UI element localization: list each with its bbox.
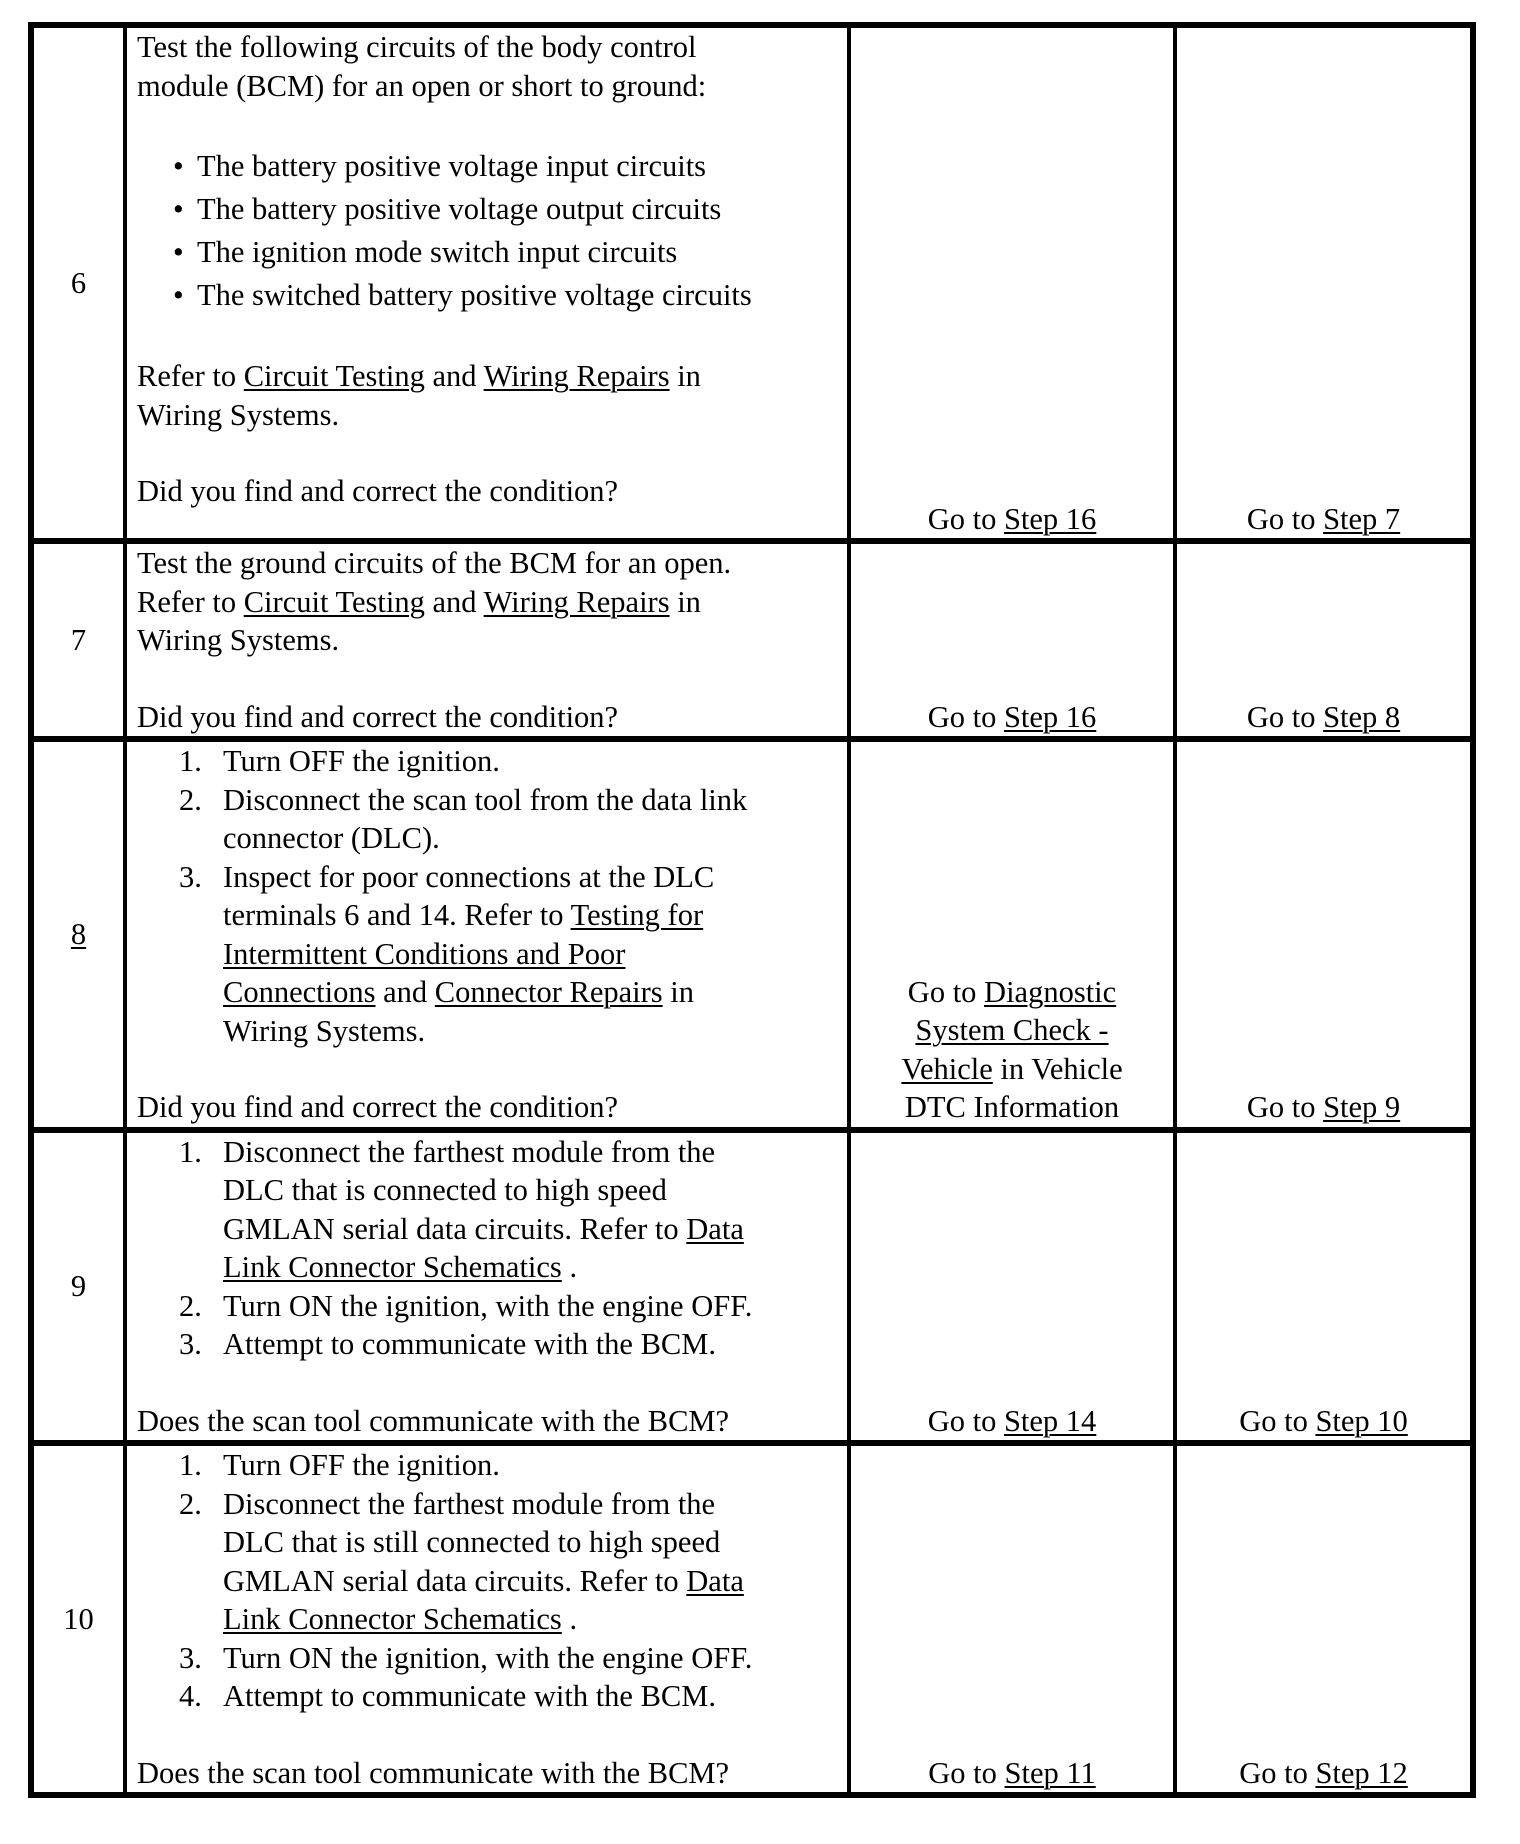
link-dlc-schematics[interactable]: Link Connector Schematics (223, 1250, 562, 1284)
diagnostic-table (28, 22, 1476, 1798)
yes-cell: Go to Step 16 (849, 25, 1175, 541)
yes-cell: Go to Step 11 (849, 1443, 1175, 1795)
link-step-16[interactable]: Step 16 (1003, 501, 1097, 536)
list-item: 2. Turn ON the ignition, with the engine OFF. (179, 1288, 753, 1323)
link-diagnostic-system-check[interactable]: Vehicle (901, 1051, 993, 1086)
link-wiring-repairs[interactable]: Wiring Repairs (483, 584, 670, 619)
no-cell: Go to Step 8 (1175, 541, 1473, 739)
procedure-list (137, 1446, 837, 1716)
table-row-step-7 (31, 541, 1473, 739)
step-number-text: 9 (70, 1269, 87, 1303)
list-item: 1. Disconnect the farthest module from the DLC that is connected to high speed GMLAN serial data circuits. Refer to Data Link Connector Schematics . (179, 1134, 744, 1284)
procedure-list (137, 742, 837, 1050)
action-cell (125, 739, 849, 1130)
link-testing-intermittent[interactable]: Testing for (570, 898, 704, 932)
question-text: Did you find and correct the condition? (137, 474, 619, 508)
list-item: • The switched battery positive voltage circuits (173, 274, 837, 317)
refer-line: Refer to Circuit Testing and Wiring Repairs in (137, 359, 701, 393)
table-row-step-9 (31, 1130, 1473, 1444)
link-step-11[interactable]: Step 11 (1004, 1755, 1096, 1790)
question-text: Did you find and correct the condition? (137, 699, 619, 734)
question-text: Does the scan tool communicate with the BCM? (137, 1755, 730, 1790)
link-connector-repairs[interactable]: Connector Repairs (434, 975, 663, 1009)
bullet-icon: • (173, 149, 184, 183)
list-item: 3. Attempt to communicate with the BCM. (179, 1327, 717, 1361)
link-wiring-repairs[interactable]: Wiring Repairs (483, 359, 670, 393)
link-step-16[interactable]: Step 16 (1003, 699, 1097, 734)
action-cell (125, 1130, 849, 1444)
step-number (31, 541, 125, 739)
step-number (31, 1130, 125, 1444)
list-item: 4. Attempt to communicate with the BCM. (179, 1679, 717, 1713)
step-number (31, 1443, 125, 1795)
yes-cell: Go to Step 16 (849, 541, 1175, 739)
list-item: • The battery positive voltage output circuits (173, 188, 837, 231)
list-item: 2. Disconnect the scan tool from the data link connector (DLC). (179, 782, 748, 855)
step-number-text: 10 (63, 1601, 94, 1636)
bullet-icon: • (173, 235, 184, 269)
link-step-12[interactable]: Step 12 (1315, 1755, 1408, 1790)
yes-cell: Go to Diagnostic System Check - Vehicle in Vehicle DTC Information (849, 739, 1175, 1130)
link-diagnostic-system-check[interactable]: System Check - (915, 1013, 1109, 1047)
refer-line-2: Wiring Systems. (137, 623, 340, 657)
list-item: • The battery positive voltage input circuits (173, 145, 837, 188)
step-number (31, 739, 125, 1130)
link-dlc-schematics[interactable]: Data (686, 1563, 744, 1598)
action-cell (125, 541, 849, 739)
question-text: Did you find and correct the condition? (137, 1090, 619, 1124)
no-cell: Go to Step 7 (1175, 25, 1473, 541)
step-number-link[interactable]: 8 (70, 917, 87, 951)
action-line: Test the ground circuits of the BCM for an open. (137, 546, 732, 580)
refer-line: Refer to Circuit Testing and Wiring Repairs in (137, 584, 701, 619)
link-dlc-schematics[interactable]: Link Connector Schematics (223, 1602, 562, 1636)
refer-line-2: Wiring Systems. (137, 397, 340, 432)
list-item: 1. Turn OFF the ignition. (179, 744, 500, 778)
link-step-8[interactable]: Step 8 (1323, 699, 1401, 734)
no-cell: Go to Step 10 (1175, 1130, 1473, 1444)
link-diagnostic-system-check[interactable]: Diagnostic (984, 974, 1117, 1009)
list-item: 1. Turn OFF the ignition. (179, 1448, 500, 1482)
action-cell (125, 1443, 849, 1795)
table-row-step-10 (31, 1443, 1473, 1795)
list-item: • The ignition mode switch input circuits (173, 231, 837, 274)
bullet-icon: • (173, 192, 184, 226)
bullet-icon: • (173, 278, 184, 312)
circuit-list (137, 145, 837, 317)
no-cell: Go to Step 9 (1175, 739, 1473, 1130)
link-testing-intermittent[interactable]: Connections (223, 975, 376, 1009)
step-number-text: 7 (70, 622, 87, 657)
link-step-14[interactable]: Step 14 (1003, 1403, 1097, 1438)
action-intro-line: Test the following circuits of the body control (137, 30, 697, 64)
action-intro-line: module (BCM) for an open or short to ground: (137, 68, 707, 103)
link-circuit-testing[interactable]: Circuit Testing (243, 584, 425, 619)
no-cell: Go to Step 12 (1175, 1443, 1473, 1795)
link-dlc-schematics[interactable]: Data (686, 1211, 744, 1246)
yes-cell: Go to Step 14 (849, 1130, 1175, 1444)
link-step-7[interactable]: Step 7 (1323, 501, 1401, 536)
link-circuit-testing[interactable]: Circuit Testing (243, 359, 425, 393)
table-row-step-6 (31, 25, 1473, 541)
question-text: Does the scan tool communicate with the BCM? (137, 1403, 730, 1438)
action-cell (125, 25, 849, 541)
link-testing-intermittent[interactable]: Intermittent Conditions and Poor (223, 936, 626, 971)
table-row-step-8 (31, 739, 1473, 1130)
procedure-list (137, 1133, 837, 1364)
list-item: 2. Disconnect the farthest module from the DLC that is still connected to high speed GMLAN serial data circuits. Refer to Data Link Connector Schematics . (179, 1486, 744, 1636)
link-step-9[interactable]: Step 9 (1323, 1090, 1401, 1124)
step-number-text: 6 (70, 265, 87, 300)
list-item: 3. Turn ON the ignition, with the engine OFF. (179, 1640, 753, 1675)
list-item: 3. Inspect for poor connections at the DLC terminals 6 and 14. Refer to Testing for Intermittent Conditions and Poor Connections and Connector Repairs in Wiring Systems. (179, 859, 715, 1048)
link-step-10[interactable]: Step 10 (1315, 1403, 1408, 1438)
step-number (31, 25, 125, 541)
